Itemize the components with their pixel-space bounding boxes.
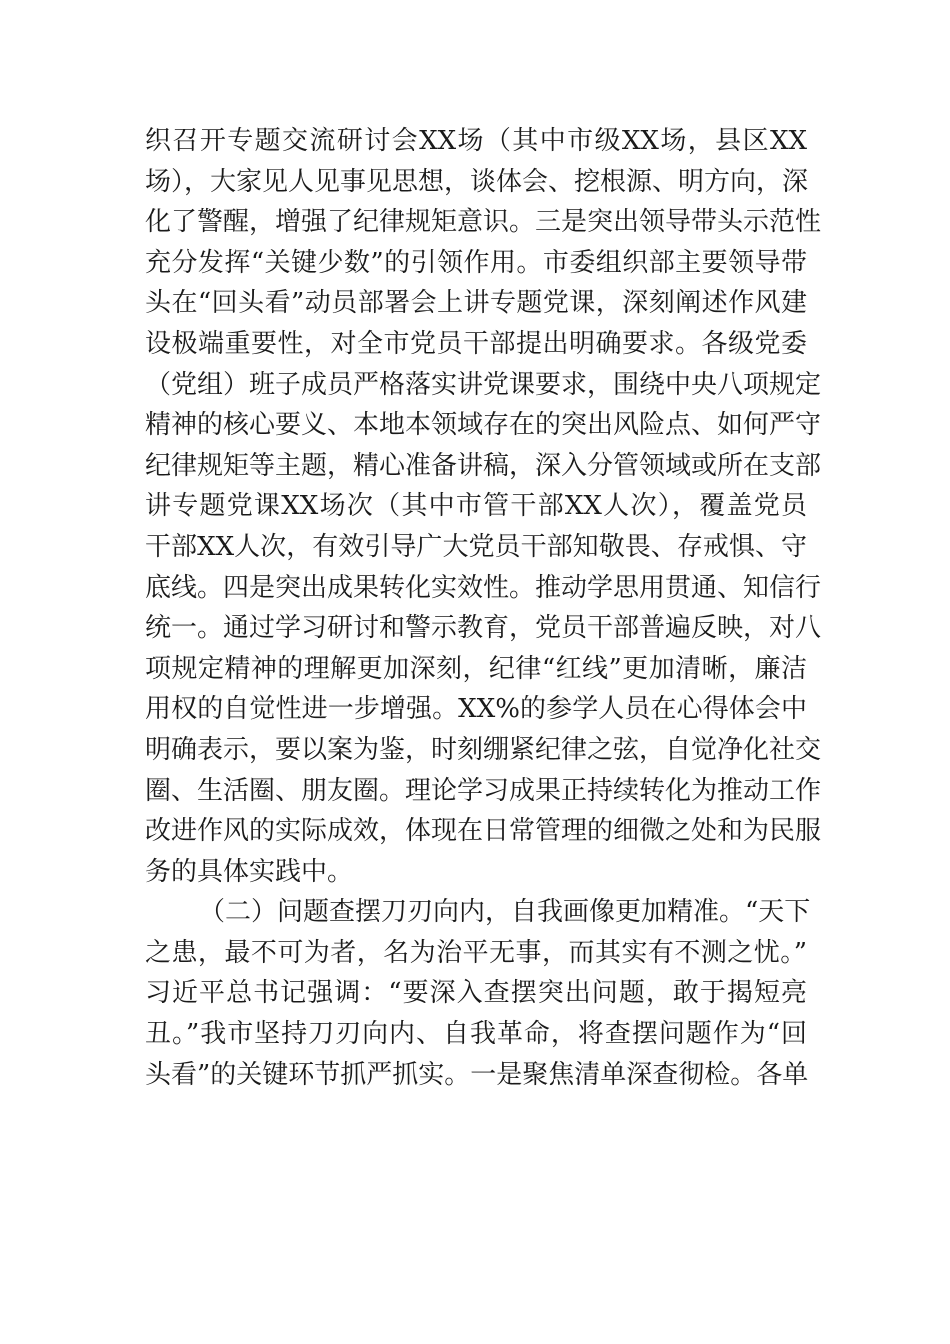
text-line: 头看”的关键环节抓严抓实。一是聚焦清单深查彻检。各单 <box>145 1059 809 1090</box>
text-line: 改进作风的实际成效，体现在日常管理的细微之处和为民服 <box>145 816 822 847</box>
text-line: 设极端重要性，对全市党员干部提出明确要求。各级党委 <box>145 328 807 359</box>
text-line: 统一。通过学习研讨和警示教育，党员干部普遍反映，对八 <box>145 613 822 644</box>
body-text <box>145 121 822 1095</box>
text-line: 干部XX人次，有效引导广大党员干部知敬畏、存戒惧、守 <box>145 531 807 562</box>
text-line: 务的具体实践中。 <box>145 856 354 887</box>
text-line: 用权的自觉性进一步增强。XX%的参学人员在心得体会中 <box>145 694 807 725</box>
text-line: 化了警醒，增强了纪律规矩意识。三是突出领导带头示范性 <box>145 207 822 238</box>
text-line: 习近平总书记强调：“要深入查摆突出问题，敢于揭短亮 <box>145 978 807 1009</box>
text-line: 丑。”我市坚持刀刃向内、自我革命，将查摆问题作为“回 <box>145 1019 807 1050</box>
text-line: 讲专题党课XX场次（其中市管干部XX人次），覆盖党员 <box>145 491 807 522</box>
text-line: 项规定精神的理解更加深刻，纪律“红线”更加清晰，廉洁 <box>145 653 807 684</box>
text-line: （党组）班子成员严格落实讲党课要求，围绕中央八项规定 <box>145 369 822 400</box>
text-line: 头在“回头看”动员部署会上讲专题党课，深刻阐述作风建 <box>145 288 807 319</box>
text-line: 圈、生活圈、朋友圈。理论学习成果正持续转化为推动工作 <box>145 775 822 806</box>
text-line: 底线。四是突出成果转化实效性。推动学思用贯通、知信行 <box>145 572 822 603</box>
text-line: 充分发挥“关键少数”的引领作用。市委组织部主要领导带 <box>145 247 807 278</box>
text-line: 场），大家见人见事见思想，谈体会、挖根源、明方向，深 <box>145 166 809 197</box>
text-line: 织召开专题交流研讨会XX场（其中市级XX场，县区XX <box>145 126 807 156</box>
text-line: 精神的核心要义、本地本领域存在的突出风险点、如何严守 <box>145 410 822 441</box>
text-line: 之患，最不可为者，名为治平无事，而其实有不测之忧。” <box>145 937 807 968</box>
text-line: 明确表示，要以案为鉴，时刻绷紧纪律之弦，自觉净化社交 <box>145 734 822 765</box>
section-heading-line: （二）问题查摆刀刃向内，自我画像更加精准。“天下 <box>199 897 811 928</box>
text-line: 纪律规矩等主题，精心准备讲稿，深入分管领域或所在支部 <box>145 450 822 481</box>
